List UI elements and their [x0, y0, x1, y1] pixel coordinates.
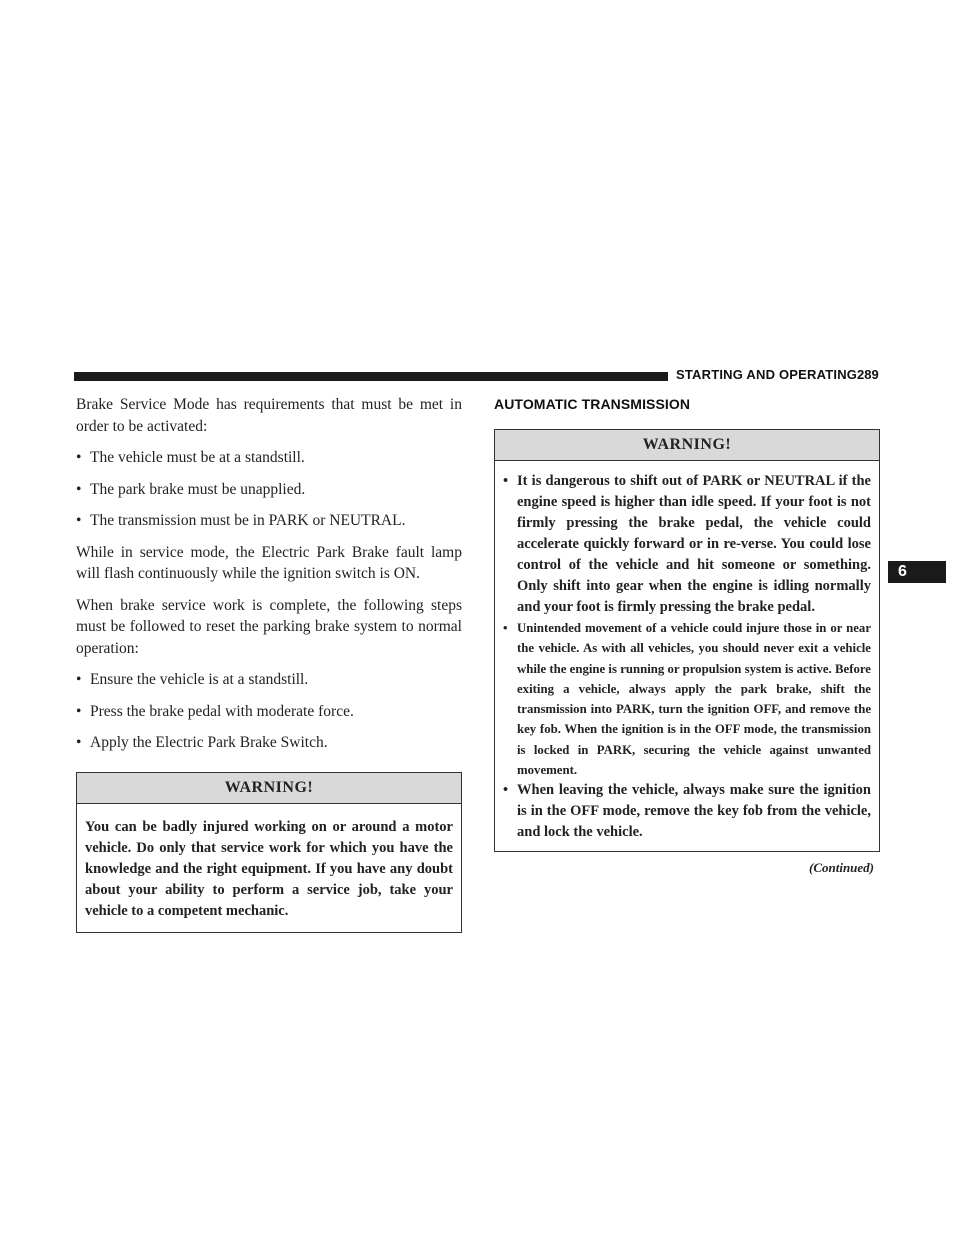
service-warning-box	[76, 772, 462, 933]
service-mode-paragraph: While in service mode, the Electric Park Brake fault lamp will flash continuously while the ignition switch is ON.	[76, 543, 462, 582]
warning-list	[503, 471, 871, 843]
warning-title: WARNING!	[77, 773, 461, 804]
list-item: • The park brake must be unapplied.	[76, 480, 306, 498]
left-column	[76, 394, 462, 933]
section-heading: AUTOMATIC TRANSMISSION	[494, 396, 691, 412]
list-item: • When leaving the vehicle, always make sure the ignition is in the OFF mode, remove the key fob from the vehicle, and lock the vehicle.	[503, 782, 871, 841]
requirements-list	[76, 447, 462, 532]
page-number: 289	[857, 367, 879, 382]
list-item: • The vehicle must be at a standstill.	[76, 449, 305, 466]
list-item: • It is dangerous to shift out of PARK or NEUTRAL if the engine speed is higher than idle speed. If your foot is not firmly pressing the brake pedal, the vehicle could accelerate quickly forward or in re-verse. You could lose control of the vehicle and hit someone or something. Only shift into gear when the engine is idling normally and your foot is firmly pressing the brake pedal.	[503, 473, 871, 615]
chapter-tab[interactable]: 6	[888, 561, 946, 583]
intro-paragraph: Brake Service Mode has requirements that must be met in order to be activated:	[76, 396, 462, 435]
list-item: • Ensure the vehicle is at a standstill.	[76, 671, 309, 688]
reset-steps-list	[76, 669, 462, 754]
warning-text: You can be badly injured working on or around a motor vehicle. Do only that service work for which you have the knowledge and the right equipment. If you have any doubt about your ability to perform a service job, take your vehicle to a competent mechanic.	[85, 818, 453, 919]
list-item: • Press the brake pedal with moderate force.	[76, 702, 354, 720]
section-title: STARTING AND OPERATING	[676, 367, 858, 382]
warning-title: WARNING!	[495, 430, 879, 461]
list-item: • Apply the Electric Park Brake Switch.	[76, 734, 328, 751]
complete-paragraph: When brake service work is complete, the following steps must be followed to reset the parking brake system to normal operation:	[76, 596, 462, 657]
header-rule	[74, 372, 668, 381]
transmission-warning-box	[494, 429, 880, 852]
continued-label: (Continued)	[808, 860, 874, 876]
list-item: • The transmission must be in PARK or NEUTRAL.	[76, 512, 406, 529]
right-column	[494, 394, 880, 876]
list-item: • Unintended movement of a vehicle could injure those in or near the vehicle. As with all vehicles, you should never exit a vehicle while the engine is running or propulsion system is active. Before exiting a vehicle, always apply the park brake, shift the transmission into PARK, turn the ignition OFF, and remove the key fob. When the ignition is in the OFF mode, the transmission is locked in PARK, securing the vehicle against unwanted movement.	[503, 621, 871, 778]
